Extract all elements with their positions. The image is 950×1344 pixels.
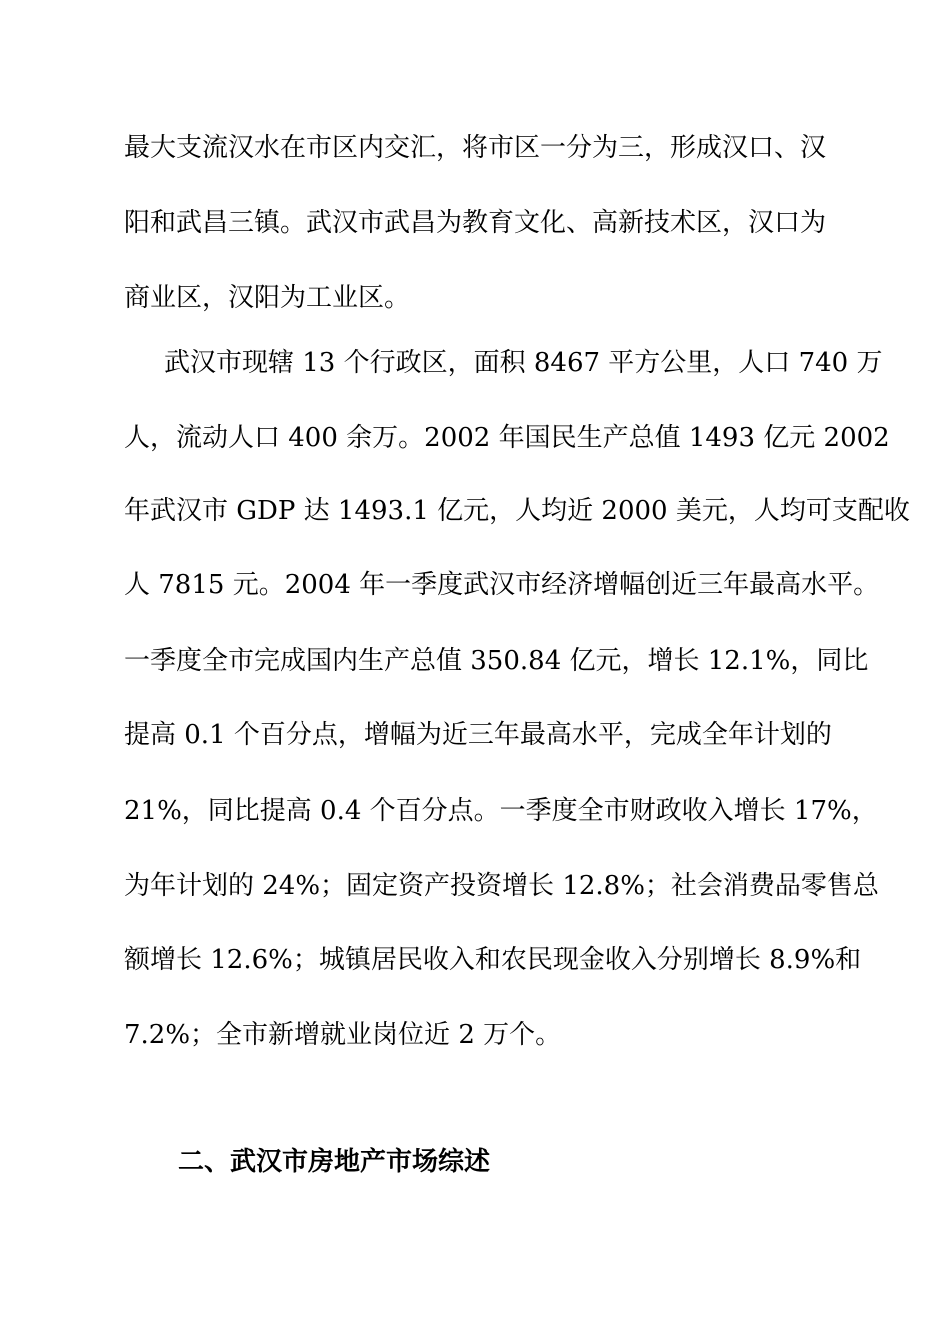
paragraph-2-line-9: 额增长 12.6%；城镇居民收入和农民现金收入分别增长 8.9%和 xyxy=(124,945,862,975)
paragraph-2-line-10: 7.2%；全市新增就业岗位近 2 万个。 xyxy=(124,1020,562,1050)
paragraph-1-line-2: 阳和武昌三镇。武汉市武昌为教育文化、高新技术区，汉口为 xyxy=(124,208,827,238)
paragraph-2-line-8: 为年计划的 24%；固定资产投资增长 12.8%；社会消费品零售总 xyxy=(124,871,879,901)
paragraph-1-line-3: 商业区，汉阳为工业区。 xyxy=(124,283,411,313)
paragraph-2-line-5: 一季度全市完成国内生产总值 350.84 亿元，增长 12.1%，同比 xyxy=(124,646,869,676)
paragraph-2-line-7: 21%，同比提高 0.4 个百分点。一季度全市财政收入增长 17%， xyxy=(124,796,878,826)
paragraph-1-line-1: 最大支流汉水在市区内交汇，将市区一分为三，形成汉口、汉 xyxy=(124,133,827,163)
paragraph-2-line-2: 人，流动人口 400 余万。2002 年国民生产总值 1493 亿元 2002 xyxy=(124,423,890,453)
section-heading: 二、武汉市房地产市场综述 xyxy=(178,1147,491,1177)
paragraph-2-line-3: 年武汉市 GDP 达 1493.1 亿元，人均近 2000 美元，人均可支配收 xyxy=(124,496,910,526)
paragraph-2-line-4: 人 7815 元。2004 年一季度武汉市经济增幅创近三年最高水平。 xyxy=(124,570,880,600)
paragraph-2-line-1: 武汉市现辖 13 个行政区，面积 8467 平方公里，人口 740 万 xyxy=(164,348,883,378)
paragraph-2-line-6: 提高 0.1 个百分点，增幅为近三年最高水平，完成全年计划的 xyxy=(124,720,832,750)
